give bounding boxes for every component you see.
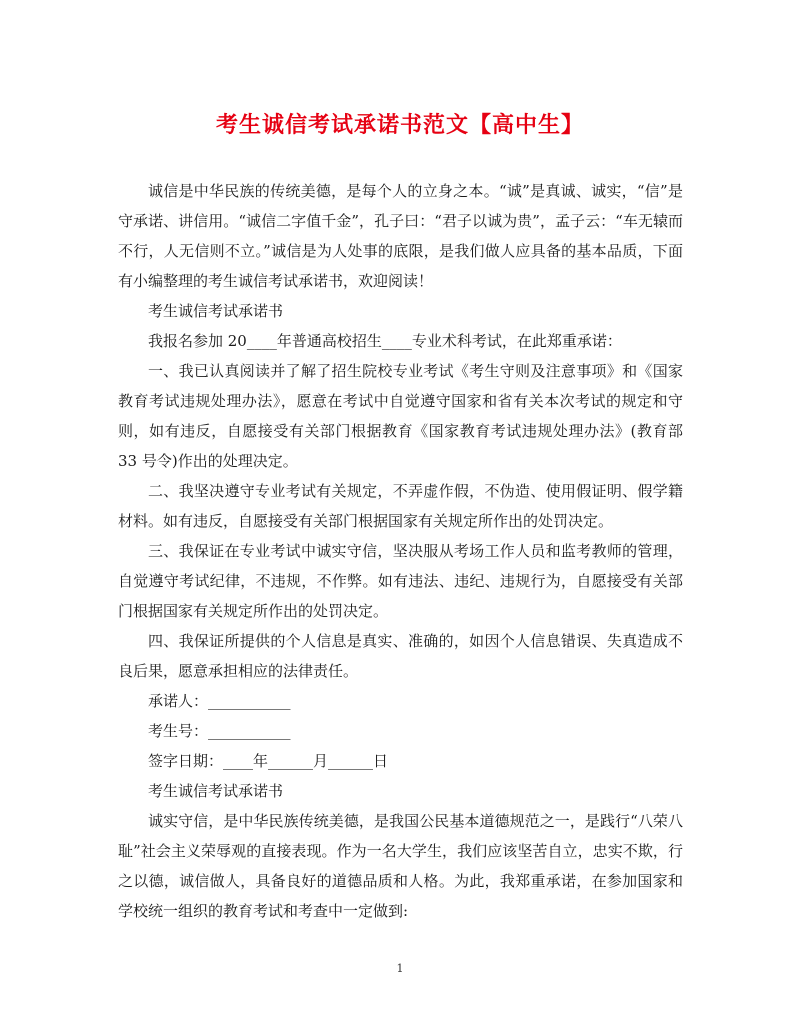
signer-line: 承诺人：___________ xyxy=(148,692,291,710)
section-heading: 考生诚信考试承诺书 xyxy=(148,302,284,320)
sign-date-line: 签字日期：____年______月______日 xyxy=(148,752,389,770)
pledge-item-3: 三、我保证在专业考试中诚实守信，坚决服从考场工作人员和监考教师的管理，自觉遵守考试纪律，不违规，不作弊。如有违法、违纪、违规行为，自愿接受有关部门根据国家有关规定所作出的处罚决定。 xyxy=(118,542,683,620)
pledge-item-1: 一、我已认真阅读并了解了招生院校专业考试《考生守则及注意事项》和《国家教育考试违规处理办法》，愿意在考试中自觉遵守国家和省有关本次考试的规定和守则，如有违反，自愿接受有关部门根据教育《国家教育考试违规处理办法》(教育部 33 号令)作出的处理决定。 xyxy=(118,362,683,470)
pledge-item-2: 二、我坚决遵守专业考试有关规定，不弄虚作假，不伪造、使用假证明、假学籍材料。如有违反，自愿接受有关部门根据国家有关规定所作出的处罚决定。 xyxy=(118,482,683,530)
document-body xyxy=(118,176,683,926)
pledge-intro: 我报名参加 20____年普通高校招生____专业术科考试，在此郑重承诺： xyxy=(148,332,622,350)
document-title: 考生诚信考试承诺书范文【高中生】 xyxy=(215,113,584,138)
section-heading-2: 考生诚信考试承诺书 xyxy=(148,782,284,800)
pledge-item-4: 四、我保证所提供的个人信息是真实、准确的，如因个人信息错误、失真造成不良后果，愿意承担相应的法律责任。 xyxy=(118,632,683,680)
page-number: 1 xyxy=(396,962,404,975)
second-intro-paragraph: 诚实守信，是中华民族传统美德，是我国公民基本道德规范之一，是践行“八荣八耻”社会主义荣辱观的直接表现。作为一名大学生，我们应该坚苦自立，忠实不欺，行之以德，诚信做人，具备良好的道德品质和人格。为此，我郑重承诺，在参加国家和学校统一组织的教育考试和考查中一定做到: xyxy=(118,812,683,920)
intro-paragraph: 诚信是中华民族的传统美德，是每个人的立身之本。“诚”是真诚、诚实，“信”是守承诺、讲信用。“诚信二字值千金”，孔子曰：“君子以诚为贵”，孟子云：“车无辕而不行，人无信则不立。”诚信是为人处事的底限，是我们做人应具备的基本品质，下面有小编整理的考生诚信考试承诺书，欢迎阅读！ xyxy=(118,182,683,290)
exam-number-line: 考生号：___________ xyxy=(148,722,291,740)
